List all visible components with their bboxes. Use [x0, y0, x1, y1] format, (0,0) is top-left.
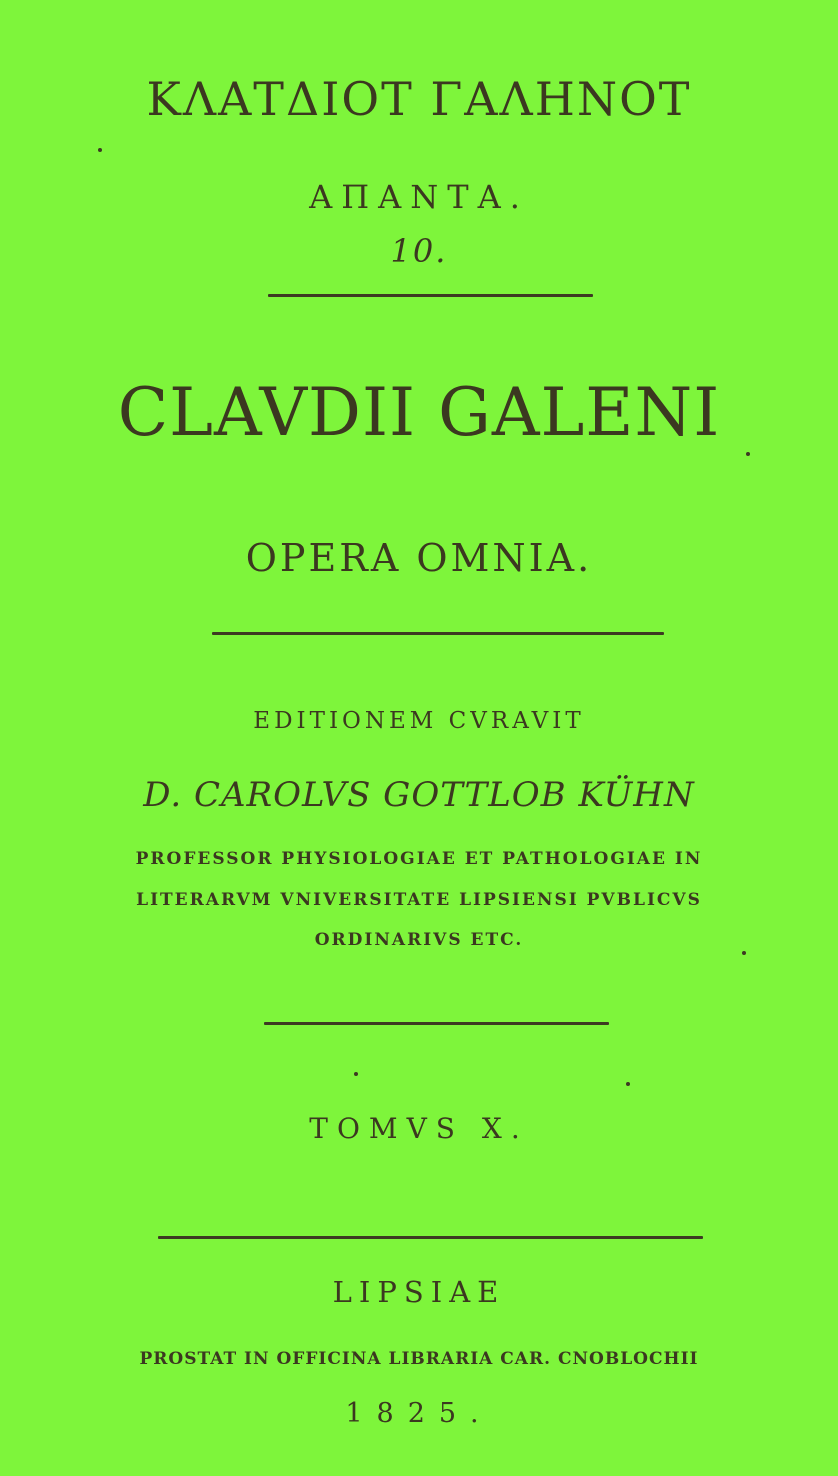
- ink-speck: [746, 452, 750, 456]
- ink-speck: [626, 1082, 630, 1086]
- ink-speck: [98, 148, 102, 152]
- place-of-publication: LIPSIAE: [332, 1275, 506, 1309]
- divider-rule-4: [158, 1236, 703, 1239]
- divider-rule-1: [268, 294, 593, 297]
- edition-line: EDITIONEM CVRAVIT: [253, 708, 585, 734]
- ink-speck: [354, 1072, 358, 1076]
- ink-speck: [742, 951, 746, 955]
- divider-rule-3: [264, 1022, 609, 1025]
- editor-name: D. CAROLVS GOTTLOB KÜHN: [143, 775, 695, 815]
- latin-title: CLAVDII GALENI: [117, 374, 721, 451]
- publication-year: 1825.: [345, 1398, 493, 1429]
- divider-rule-2: [212, 632, 664, 635]
- opera-omnia-line: OPERA OMNIA.: [245, 536, 593, 580]
- greek-title: ΚΛΑΤΔΙΟΤ ΓΑΛΗΝΟΤ: [146, 72, 692, 126]
- professor-line-3: ORDINARIVS ETC.: [314, 930, 524, 950]
- professor-line-1: PROFESSOR PHYSIOLOGIAE ET PATHOLOGIAE IN: [135, 849, 703, 869]
- publisher-line: PROSTAT IN OFFICINA LIBRARIA CAR. CNOBLOCHII: [139, 1349, 699, 1369]
- volume-number: TOMVS X.: [309, 1112, 529, 1145]
- professor-line-2: LITERARVM VNIVERSITATE LIPSIENSI PVBLICVS: [136, 890, 702, 910]
- greek-subtitle: ΑΠΑΝΤΑ.: [309, 178, 529, 216]
- handwritten-volume-note: 10.: [390, 232, 448, 270]
